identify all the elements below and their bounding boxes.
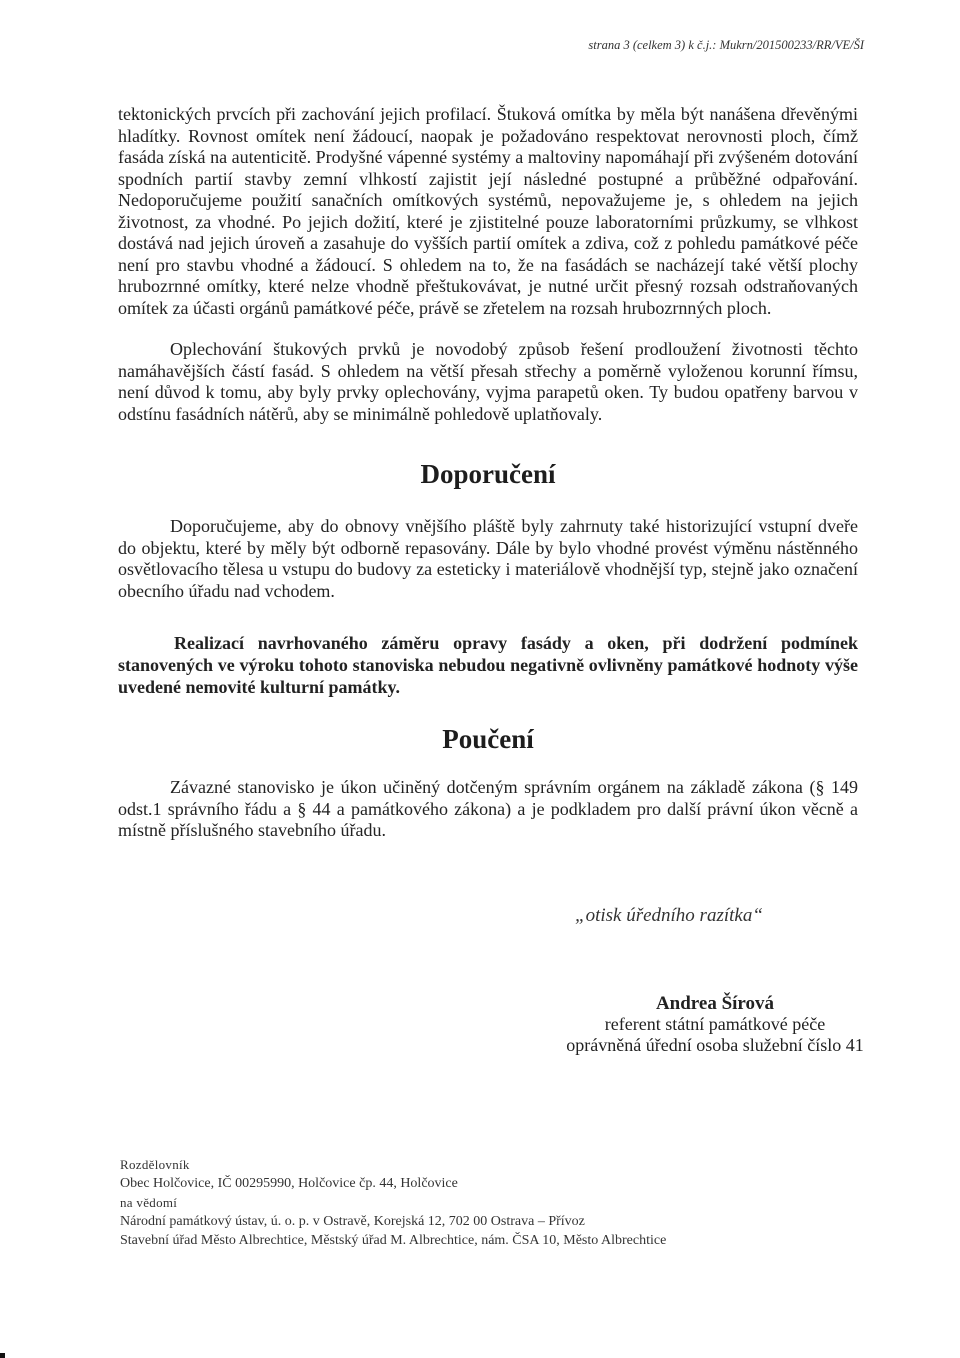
scan-mark (0, 1353, 5, 1358)
paragraph-instruction: Závazné stanovisko je úkon učiněný dotčeným správním orgánem na základě zákona (§ 149 odst.1 správního řádu a § 44 a památkového zákona) a je podkladem pro další právní úkon věcně a místně příslušného stavebního úřadu. (118, 777, 858, 840)
signatory-role: referent státní památkové péče (604, 1014, 826, 1034)
signatory-authorization: oprávněná úřední osoba služební číslo 41 (566, 1035, 864, 1055)
distribution-recipient: Obec Holčovice, IČ 00295990, Holčovice čp. 44, Holčovice (120, 1176, 458, 1191)
paragraph-recommendation: Doporučujeme, aby do obnovy vnějšího pláště byly zahrnuty také historizující vstupní dveře do objektu, které by měly být odborně repasovány. Dále by bylo vhodné provést výměnu nástěnného osvětlovacího tělesa u vstupu do budovy za esteticky i materiálově vhodnější typ, stejně jako označení obecního úřadu nad vchodem. (118, 516, 858, 601)
document-body (118, 104, 858, 842)
distribution-subheading: na vědomí (120, 1195, 178, 1210)
signature-block (530, 993, 900, 1056)
signatory-name: Andrea Šírová (655, 993, 775, 1014)
paragraph-sheet-metal: Oplechování štukových prvků je novodobý způsob řešení prodloužení životnosti těchto namáhavějších částí fasád. S ohledem na větší přesah střechy a poměrně vyloženou korunní římsu, není důvod k tomu, aby byly prvky oplechovány, vyjma parapetů oken. Ty budou opatřeny barvou v odstínu fasádních nátěrů, aby se minimálně pohledově uplatňovaly. (118, 339, 858, 424)
distribution-heading: Rozdělovník (120, 1157, 190, 1172)
heading-instruction: Poučení (442, 724, 534, 754)
distribution-recipient: Stavební úřad Město Albrechtice, Městský úřad M. Albrechtice, nám. ČSA 10, Město Albrechtice (120, 1233, 667, 1248)
page-reference: strana 3 (celkem 3) k č.j.: Mukrn/201500233/RR/VE/ŠI (588, 38, 864, 52)
paragraph-conclusion: Realizací navrhovaného záměru opravy fasády a oken, při dodržení podmínek stanovených ve výroku tohoto stanoviska nebudou negativně ovlivněny památkové hodnoty výše uvedené nemovité kulturní památky. (118, 633, 858, 697)
distribution-list (120, 1155, 666, 1250)
distribution-recipient: Národní památkový ústav, ú. o. p. v Ostravě, Korejská 12, 702 00 Ostrava – Přívoz (120, 1214, 585, 1229)
paragraph-plaster: tektonických prvcích při zachování jejich profilací. Štuková omítka by měla být nanášena dřevěnými hladítky. Rovnost omítek není žádoucí, naopak je požadováno respektovat nerovnosti ploch, čímž fasáda získá na autenticitě. Prodyšné vápenné systémy a maltoviny napomáhají při zvýšeném dotování spodních partií stavby zemní vlhkostí zajistit její následné postupné a průběžné odpařování. Nedoporučujeme použití sanačních omítkových systémů, nepovažujeme je, s ohledem na jejich životnost, za vhodné. Po jejich dožití, které je zjistitelné pouze laboratorními průzkumy, se vlhkost dostává nad jejich úroveň a zasahuje do vyšších partií omítek a zdiva, což z pohledu památkové péče není pro stavbu vhodné a žádoucí. S ohledem na to, že na fasádách se nacházejí také větší plochy hrubozrnné omítky, které nelze vhodně přeštukovávat, je nutné určit přesný rozsah odstraňovaných omítek za účasti orgánů památkové péče, právě se zřetelem na rozsah hrubozrnných ploch. (118, 104, 858, 318)
stamp-placeholder: „otisk úředního razítka“ (575, 905, 763, 926)
heading-recommendation: Doporučení (420, 459, 556, 489)
